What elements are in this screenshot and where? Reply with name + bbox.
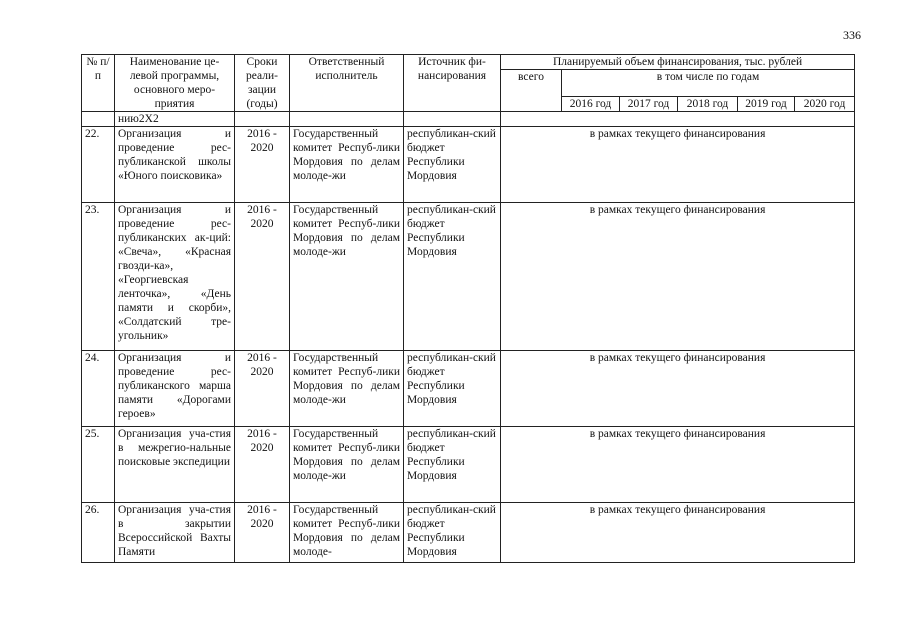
row-executor: Государственный комитет Респуб-лики Мордовия по делам молоде-жи — [290, 427, 404, 503]
carry-empty — [235, 112, 290, 127]
header-by-year: в том числе по годам — [562, 70, 855, 97]
row-executor: Государственный комитет Респуб-лики Мордовия по делам молоде- — [290, 503, 404, 563]
header-term: Сроки реали-зации (годы) — [235, 55, 290, 112]
row-source: республикан-ский бюджет Республики Мордовия — [404, 351, 501, 427]
row-financing: в рамках текущего финансирования — [501, 203, 855, 351]
carry-empty — [82, 112, 115, 127]
header-year-2019: 2019 год — [738, 97, 795, 112]
financing-table — [81, 54, 855, 563]
row-term: 2016 - 2020 — [235, 127, 290, 203]
header-year-2018: 2018 год — [678, 97, 738, 112]
header-name: Наименование це-левой программы, основного меро-приятия — [115, 55, 235, 112]
header-planned: Планируемый объем финансирования, тыс. рублей — [501, 55, 855, 70]
table-row — [82, 427, 855, 503]
carry-over-text: нию2X2 — [115, 112, 235, 127]
table-row — [82, 127, 855, 203]
row-executor: Государственный комитет Респуб-лики Мордовия по делам молоде-жи — [290, 351, 404, 427]
row-name: Организация и проведение рес-публиканского марша памяти «Дорогами героев» — [115, 351, 235, 427]
row-executor: Государственный комитет Респуб-лики Мордовия по делам молоде-жи — [290, 203, 404, 351]
row-term: 2016 - 2020 — [235, 427, 290, 503]
row-num: 26. — [82, 503, 115, 563]
carry-over-row — [82, 112, 855, 127]
header-year-2017: 2017 год — [620, 97, 678, 112]
row-num: 22. — [82, 127, 115, 203]
row-source: республикан-ский бюджет Республики Мордовия — [404, 127, 501, 203]
header-num: № п/п — [82, 55, 115, 112]
row-financing: в рамках текущего финансирования — [501, 503, 855, 563]
header-executor: Ответственный исполнитель — [290, 55, 404, 112]
row-name: Организация уча-стия в закрытии Всероссийской Вахты Памяти — [115, 503, 235, 563]
row-executor: Государственный комитет Респуб-лики Мордовия по делам молоде-жи — [290, 127, 404, 203]
table-row — [82, 351, 855, 427]
row-num: 24. — [82, 351, 115, 427]
row-term: 2016 - 2020 — [235, 503, 290, 563]
table-row — [82, 503, 855, 563]
row-financing: в рамках текущего финансирования — [501, 351, 855, 427]
header-source: Источник фи-нансирования — [404, 55, 501, 112]
header-row — [82, 55, 855, 70]
row-num: 25. — [82, 427, 115, 503]
row-name: Организация и проведение рес-публиканских ак-ций: «Свеча», «Красная гвозди-ка», «Георгиевская ленточка», «День памяти и скорби», «Солдатский тре-угольник» — [115, 203, 235, 351]
header-total: всего — [501, 70, 562, 112]
carry-empty — [404, 112, 501, 127]
carry-empty — [290, 112, 404, 127]
row-term: 2016 - 2020 — [235, 203, 290, 351]
row-num: 23. — [82, 203, 115, 351]
page-number: 336 — [843, 28, 861, 42]
header-year-2016: 2016 год — [562, 97, 620, 112]
row-term: 2016 - 2020 — [235, 351, 290, 427]
carry-empty — [501, 112, 855, 127]
row-financing: в рамках текущего финансирования — [501, 127, 855, 203]
row-source: республикан-ский бюджет Республики Мордовия — [404, 503, 501, 563]
row-name: Организация уча-стия в межрегио-нальные поисковые экспедиции — [115, 427, 235, 503]
row-financing: в рамках текущего финансирования — [501, 427, 855, 503]
row-source: республикан-ский бюджет Республики Мордовия — [404, 203, 501, 351]
table-row — [82, 203, 855, 351]
row-name: Организация и проведение рес-публиканской школы «Юного поисковика» — [115, 127, 235, 203]
header-year-2020: 2020 год — [795, 97, 855, 112]
row-source: республикан-ский бюджет Республики Мордовия — [404, 427, 501, 503]
